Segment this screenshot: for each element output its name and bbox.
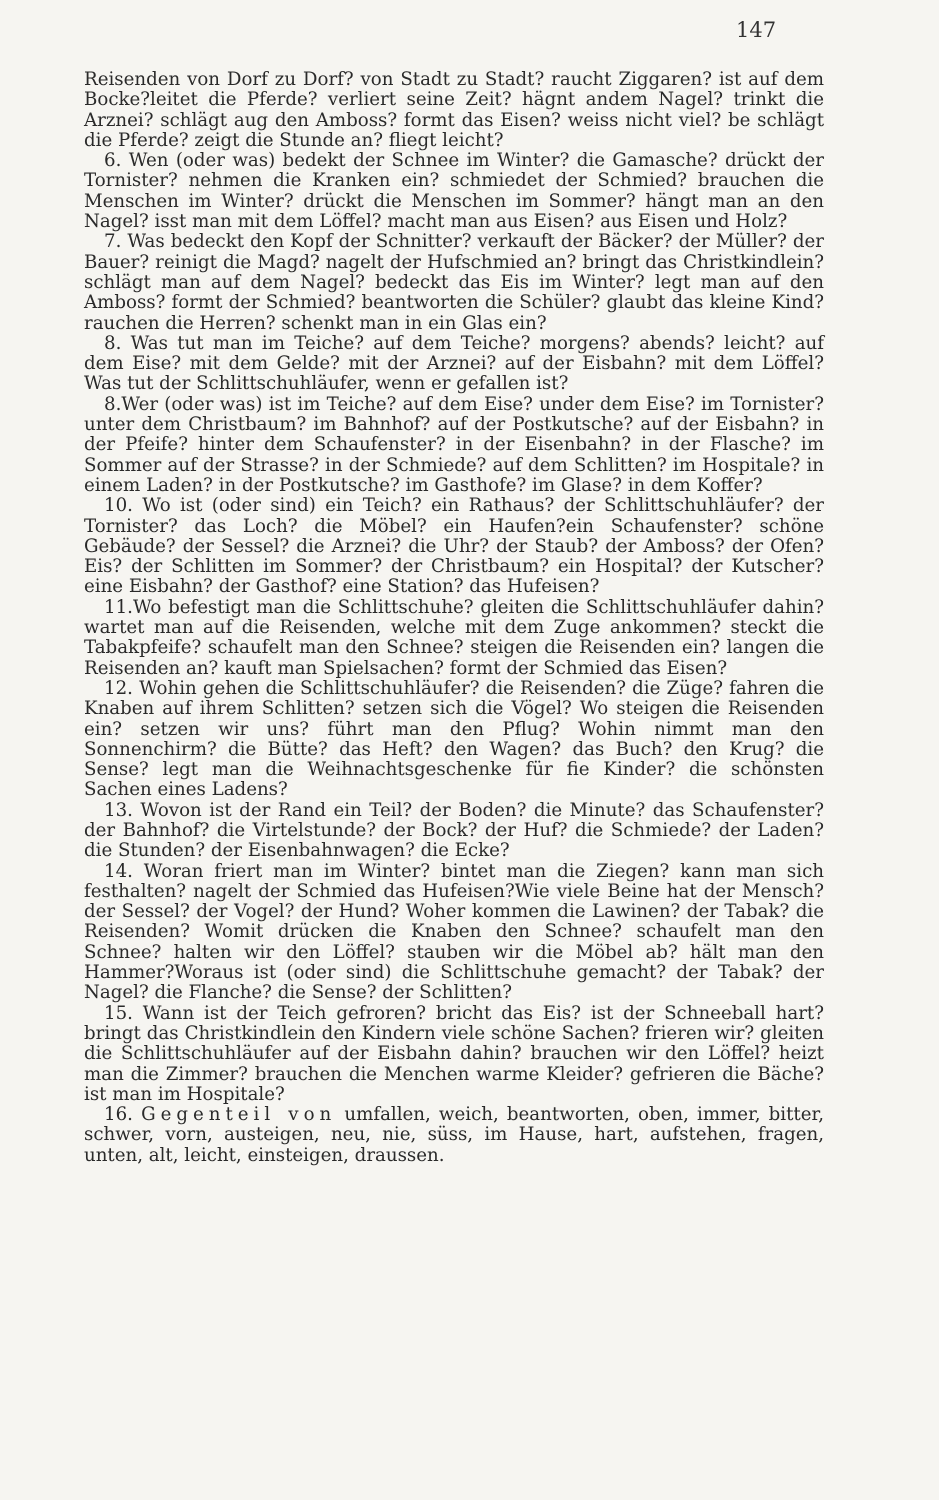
paragraph-continuation [84, 70, 824, 151]
exercise-number: 6. [104, 150, 122, 172]
exercise-6 [84, 151, 824, 232]
exercise-number: 8. [104, 393, 122, 415]
exercise-text: Woran friert man im Winter? bintet man die Ziegen? kann man sich festhalten? nagelt der Schmied das Hufeisen?Wie viele Beine hat der Mensch? der Sessel? der Vogel? der Hund? Woher kommen die Lawinen? der Tabak? die Reisenden? Womit drücken die Knaben den Schnee? schaufelt man den Schnee? halten wir den Löffel? stauben wir die Möbel ab? hält man den Hammer?Woraus ist (oder sind) die Schlittschuhe gemacht? der Tabak? der Nagel? die Flanche? die Sense? der Schlitten? [84, 860, 824, 1004]
exercise-number: 12. [104, 677, 133, 699]
exercise-number: 10. [104, 495, 133, 517]
exercise-text: Wo ist (oder sind) ein Teich? ein Rathaus? der Schlittschuhläufer? der Tornister? das Loch? die Möbel? ein Haufen?ein Schaufenster? schöne Gebäude? der Sessel? die Arznei? die Uhr? der Staub? der Amboss? der Ofen? Eis? der Schlitten im Sommer? der Christbaum? ein Hospital? der Kutscher? eine Eisbahn? der Gasthof? eine Station? das Hufeisen? [84, 495, 824, 598]
exercise-15 [84, 1004, 824, 1105]
exercise-13 [84, 801, 824, 862]
exercise-text: Was bedeckt den Kopf der Schnitter? verkauft der Bäcker? der Müller? der Bauer? reinigt die Magd? nagelt der Hufschmied an? bringt das Christkindlein? schlägt man auf dem Nagel? bedeckt das Eis im Winter? legt man auf den Amboss? formt der Schmied? beantworten die Schüler? glaubt das kleine Kind? rauchen die Herren? schenkt man in ein Glas ein? [84, 231, 824, 334]
exercise-heading: Gegenteil von [141, 1104, 337, 1126]
exercise-8b [84, 395, 824, 496]
exercise-text: Wann ist der Teich gefroren? bricht das Eis? ist der Schneeball hart? bringt das Christkindlein den Kindern viele schöne Sachen? frieren wir? gleiten die Schlittschuhläufer auf der Eisbahn dahin? brauchen wir den Löffel? heizt man die Zimmer? brauchen die Menchen warme Kleider? gefrieren die Bäche? ist man im Hospitale? [84, 1002, 824, 1105]
page-number: 147 [736, 18, 777, 42]
exercise-number: 15. [104, 1002, 133, 1024]
exercise-8a [84, 334, 824, 395]
exercise-number: 14. [104, 860, 133, 882]
exercise-text: umfallen, weich, beantworten, oben, immer, bitter, schwer, vorn, austeigen, neu, nie, süss, im Hause, hart, aufstehen, fragen, unten, alt, leicht, einsteigen, draussen. [84, 1104, 824, 1166]
exercise-12 [84, 679, 824, 801]
exercise-11 [84, 598, 824, 679]
exercise-16 [84, 1105, 824, 1166]
exercise-10 [84, 496, 824, 597]
exercise-text: Wovon ist der Rand ein Teil? der Boden? die Minute? das Schaufenster? der Bahnhof? die Virtelstunde? der Bock? der Huf? die Schmiede? der Laden? die Stunden? der Eisenbahnwagen? die Ecke? [84, 799, 824, 862]
exercise-text: Was tut man im Teiche? auf dem Teiche? morgens? abends? leicht? auf dem Eise? mit dem Gelde? mit der Arznei? auf der Eisbahn? mit dem Löffel?Was tut der Schlittschuhläufer, wenn er gefallen ist? [84, 332, 824, 395]
exercise-number: 16. [104, 1104, 133, 1126]
paragraph-text: Reisenden von Dorf zu Dorf? von Stadt zu Stadt? raucht Ziggaren? ist auf dem Bocke?leitet die Pferde? verliert seine Zeit? hägnt andem Nagel? trinkt die Arznei? schlägt aug den Amboss? formt das Eisen? weiss nicht viel? be schlägt die Pferde? zeigt die Stunde an? fliegt leicht? [84, 69, 824, 151]
exercise-7 [84, 232, 824, 333]
exercise-number: 11. [104, 596, 133, 618]
exercise-text: Wer (oder was) ist im Teiche? auf dem Eise? under dem Eise? im Tornister? unter dem Christbaum? im Bahnhof? auf der Postkutsche? auf der Eisbahn? in der Pfeife? hinter dem Schaufenster? in der Eisenbahn? in der Flasche? im Sommer auf der Strasse? in der Schmiede? auf dem Schlitten? im Hospitale? in einem Laden? in der Postkutsche? im Gasthofe? im Glase? in dem Koffer? [84, 393, 824, 496]
exercise-14 [84, 862, 824, 1004]
exercise-text: Wohin gehen die Schlittschuhläufer? die Reisenden? die Züge? fahren die Knaben auf ihrem Schlitten? setzen sich die Vögel? Wo steigen die Reisenden ein? setzen wir uns? führt man den Pflug? Wohin nimmt man den Sonnenchirm? die Bütte? das Heft? den Wagen? das Buch? den Krug? die Sense? legt man die Weihnachtsgeschenke für fie Kinder? die schönsten Sachen eines Ladens? [84, 677, 824, 801]
exercise-number: 13. [104, 799, 133, 821]
exercise-number: 7. [104, 231, 122, 253]
exercise-text: Wo befestigt man die Schlittschuhe? gleiten die Schlittschuhläufer dahin? wartet man auf die Reisenden, welche mit dem Zuge ankommen? steckt die Tabakpfeife? schaufelt man den Schnee? steigen die Reisenden ein? langen die Reisenden an? kauft man Spielsachen? formt der Schmied das Eisen? [84, 596, 824, 679]
exercise-number: 8. [104, 332, 122, 354]
body-text [84, 70, 824, 1166]
exercise-text: Wen (oder was) bedekt der Schnee im Winter? die Gamasche? drückt der Tornister? nehmen die Kranken ein? schmiedet der Schmied? brauchen die Menschen im Winter? drückt die Menschen im Sommer? hängt man an den Nagel? isst man mit dem Löffel? macht man aus Eisen? aus Eisen und Holz? [84, 150, 824, 233]
